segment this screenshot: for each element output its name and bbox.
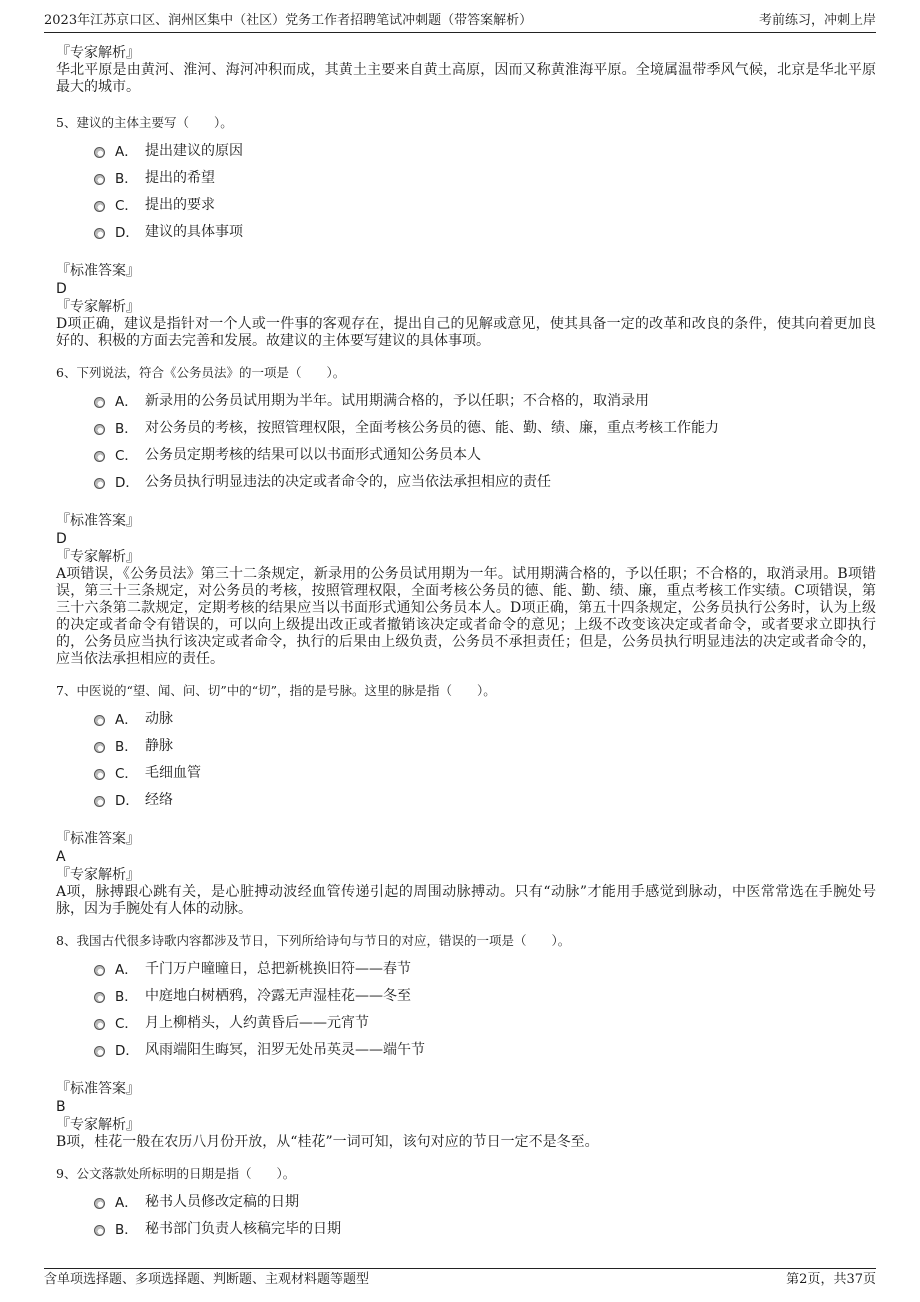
radio-icon[interactable] (94, 992, 105, 1003)
radio-icon[interactable] (94, 424, 105, 435)
radio-icon[interactable] (94, 174, 105, 185)
expert-analysis-text: A项错误，《公务员法》第三十二条规定，新录用的公务员试用期为一年。试用期满合格的，予以任职；不合格的，取消录用。B项错误，第三十三条规定，对公务员的考核，按照管理权限，全面考核公务员的德、能、勤、绩、廉，重点考核工作实绩。C项错误，第三十六条第二款规定，定期考核的结果应当以书面形式通知公务员本人。D项正确，第五十四条规定，公务员执行公务时，认为上级的决定或者命令有错误的，可以向上级提出改正或者撤销该决定或者命令的意见；上级不改变该决定或者命令，或者要求立即执行的，公务员应当执行该决定或者命令，执行的后果由上级负责，公务员不承担责任；但是，公务员执行明显违法的决定或者命令的，应当依法承担相应的责任。 (56, 566, 876, 667)
standard-answer-value: B (56, 1099, 66, 1115)
standard-answer-label: 『标准答案』 (56, 1081, 140, 1097)
header-slogan: 考前练习，冲刺上岸 (758, 13, 876, 28)
page-content (56, 44, 876, 1241)
standard-answer-label: 『标准答案』 (56, 513, 140, 529)
radio-icon[interactable] (94, 1019, 105, 1030)
option-list (94, 704, 876, 812)
radio-icon[interactable] (94, 451, 105, 462)
expert-analysis-label: 『专家解析』 (56, 867, 140, 883)
expert-analysis-text: A项，脉搏跟心跳有关，是心脏搏动波经血管传递引起的周围动脉搏动。只有“动脉”才能用手感觉到脉动，中医常常选在手腕处号脉，因为手腕处有人体的动脉。 (56, 884, 876, 917)
radio-icon[interactable] (94, 742, 105, 753)
question-stem: 7、中医说的“望、闻、问、切”中的“切”，指的是号脉。这里的脉是指（ ）。 (56, 683, 496, 698)
option-b[interactable]: B． 对公务员的考核，按照管理权限，全面考核公务员的德、能、勤、绩、廉，重点考核工作能力 (94, 413, 876, 440)
standard-answer-value: A (56, 849, 66, 865)
option-b[interactable]: B． 中庭地白树栖鸦，冷露无声湿桂花——冬至 (94, 981, 876, 1008)
standard-answer-label: 『标准答案』 (56, 831, 140, 847)
radio-icon[interactable] (94, 228, 105, 239)
option-d[interactable]: D． 建议的具体事项 (94, 217, 876, 244)
radio-icon[interactable] (94, 715, 105, 726)
option-d[interactable]: D． 公务员执行明显违法的决定或者命令的，应当依法承担相应的责任 (94, 467, 876, 494)
question-block (56, 114, 876, 350)
option-list (94, 136, 876, 244)
option-a[interactable]: A． 秘书人员修改定稿的日期 (94, 1187, 876, 1214)
question-stem: 5、建议的主体主要写（ ）。 (56, 115, 233, 130)
radio-icon[interactable] (94, 1046, 105, 1057)
page-footer (44, 1268, 876, 1291)
radio-icon[interactable] (94, 201, 105, 212)
standard-answer-value: D (56, 531, 67, 547)
option-a[interactable]: A． 提出建议的原因 (94, 136, 876, 163)
footer-note: 含单项选择题、多项选择题、判断题、主观材料题等题型 (44, 1272, 370, 1287)
radio-icon[interactable] (94, 965, 105, 976)
radio-icon[interactable] (94, 1198, 105, 1209)
expert-analysis-text: D项正确，建议是指针对一个人或一件事的客观存在，提出自己的见解或意见，使其具备一定的改革和改良的条件，使其向着更加良好的、积极的方面去完善和发展。故建议的主体要写建议的具体事项。 (56, 316, 876, 349)
page-header (44, 10, 876, 33)
option-d[interactable]: D． 风雨端阳生晦冥，汨罗无处吊英灵——端午节 (94, 1035, 876, 1062)
question-stem: 8、我国古代很多诗歌内容都涉及节日，下列所给诗句与节日的对应，错误的一项是（ ）。 (56, 933, 571, 948)
radio-icon[interactable] (94, 796, 105, 807)
option-c[interactable]: C． 毛细血管 (94, 758, 876, 785)
radio-icon[interactable] (94, 147, 105, 158)
question-block (56, 932, 876, 1151)
radio-icon[interactable] (94, 478, 105, 489)
option-a[interactable]: A． 新录用的公务员试用期为半年。试用期满合格的，予以任职；不合格的，取消录用 (94, 386, 876, 413)
standard-answer-value: D (56, 281, 67, 297)
intro-analysis-text: 华北平原是由黄河、淮河、海河冲积而成，其黄土主要来自黄土高原，因而又称黄淮海平原。全境属温带季风气候，北京是华北平原最大的城市。 (56, 62, 876, 95)
option-c[interactable]: C． 月上柳梢头，人约黄昏后——元宵节 (94, 1008, 876, 1035)
radio-icon[interactable] (94, 397, 105, 408)
radio-icon[interactable] (94, 1225, 105, 1236)
question-block (56, 682, 876, 918)
standard-answer-label: 『标准答案』 (56, 263, 140, 279)
question-block (56, 364, 876, 668)
expert-analysis-label: 『专家解析』 (56, 1117, 140, 1133)
expert-analysis-label: 『专家解析』 (56, 549, 140, 565)
radio-icon[interactable] (94, 769, 105, 780)
option-a[interactable]: A． 千门万户曈曈日，总把新桃换旧符——春节 (94, 954, 876, 981)
option-a[interactable]: A． 动脉 (94, 704, 876, 731)
option-b[interactable]: B． 提出的希望 (94, 163, 876, 190)
option-c[interactable]: C． 提出的要求 (94, 190, 876, 217)
option-list (94, 1187, 876, 1241)
expert-analysis-label: 『专家解析』 (56, 299, 140, 315)
expert-analysis-text: B项，桂花一般在农历八月份开放，从“桂花”一词可知，该句对应的节日一定不是冬至。 (56, 1134, 599, 1150)
option-b[interactable]: B． 秘书部门负责人核稿完毕的日期 (94, 1214, 876, 1241)
option-c[interactable]: C． 公务员定期考核的结果可以以书面形式通知公务员本人 (94, 440, 876, 467)
option-d[interactable]: D． 经络 (94, 785, 876, 812)
question-stem: 6、下列说法，符合《公务员法》的一项是（ ）。 (56, 365, 346, 380)
option-list (94, 954, 876, 1062)
question-stem: 9、公文落款处所标明的日期是指（ ）。 (56, 1166, 296, 1181)
expert-analysis-label: 『专家解析』 (56, 45, 140, 61)
page-number: 第2页，共37页 (786, 1272, 876, 1287)
option-list (94, 386, 876, 494)
option-b[interactable]: B． 静脉 (94, 731, 876, 758)
question-block (56, 1165, 876, 1241)
header-title: 2023年江苏京口区、润州区集中（社区）党务工作者招聘笔试冲刺题（带答案解析） (44, 13, 533, 28)
